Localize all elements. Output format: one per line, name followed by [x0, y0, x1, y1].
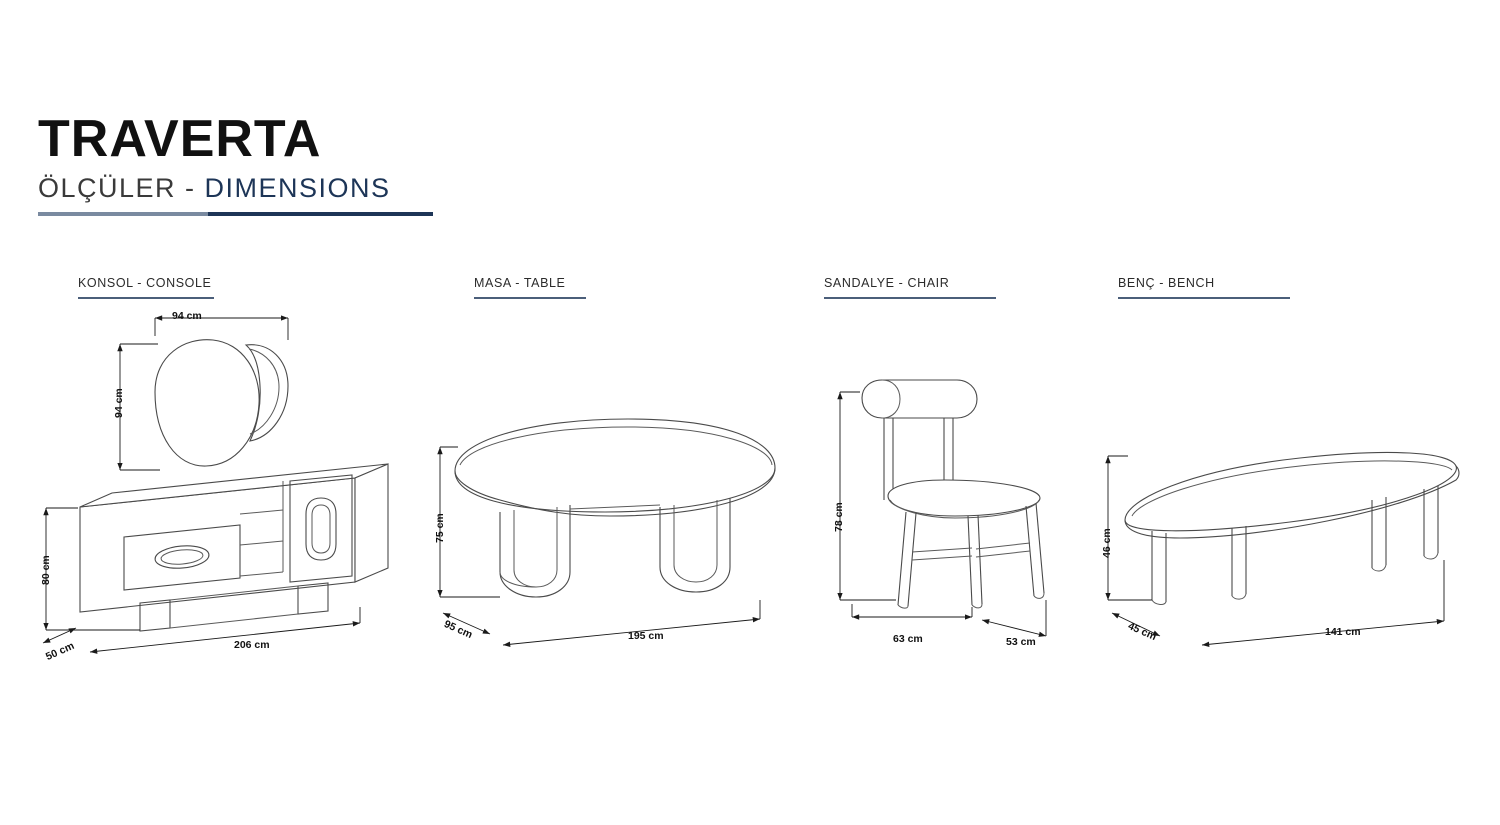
dim-bench-width: 141 cm	[1325, 626, 1361, 638]
dim-console-height: 80 cm	[40, 555, 52, 585]
dim-table-depth: 95 cm	[442, 618, 475, 642]
console-drawing	[80, 340, 388, 631]
dim-console-mirror-height: 94 cm	[113, 388, 125, 418]
caption-bench-label: BENÇ - BENCH	[1118, 276, 1215, 290]
dim-bench-depth: 45 cm	[1126, 620, 1159, 644]
dim-console-width: 206 cm	[234, 639, 270, 651]
dim-table-height: 75 cm	[434, 513, 446, 543]
caption-table-label: MASA - TABLE	[474, 276, 566, 290]
chair-drawing	[862, 380, 1044, 608]
caption-chair-label: SANDALYE - CHAIR	[824, 276, 950, 290]
dim-chair-height: 78 cm	[833, 502, 845, 532]
caption-console-label: KONSOL - CONSOLE	[78, 276, 212, 290]
dim-bench-height: 46 cm	[1101, 528, 1113, 558]
dim-chair-width: 63 cm	[893, 633, 923, 645]
table-drawing	[455, 419, 775, 597]
dim-table-width: 195 cm	[628, 630, 664, 642]
page-subtitle-tr: ÖLÇÜLER -	[38, 172, 205, 203]
page-subtitle-en: DIMENSIONS	[204, 172, 391, 203]
dim-chair-depth: 53 cm	[1006, 636, 1036, 648]
page-title: TRAVERTA	[38, 110, 322, 168]
dim-console-depth: 50 cm	[44, 639, 77, 663]
bench-drawing	[1125, 452, 1459, 604]
dim-console-mirror-width: 94 cm	[172, 310, 202, 322]
